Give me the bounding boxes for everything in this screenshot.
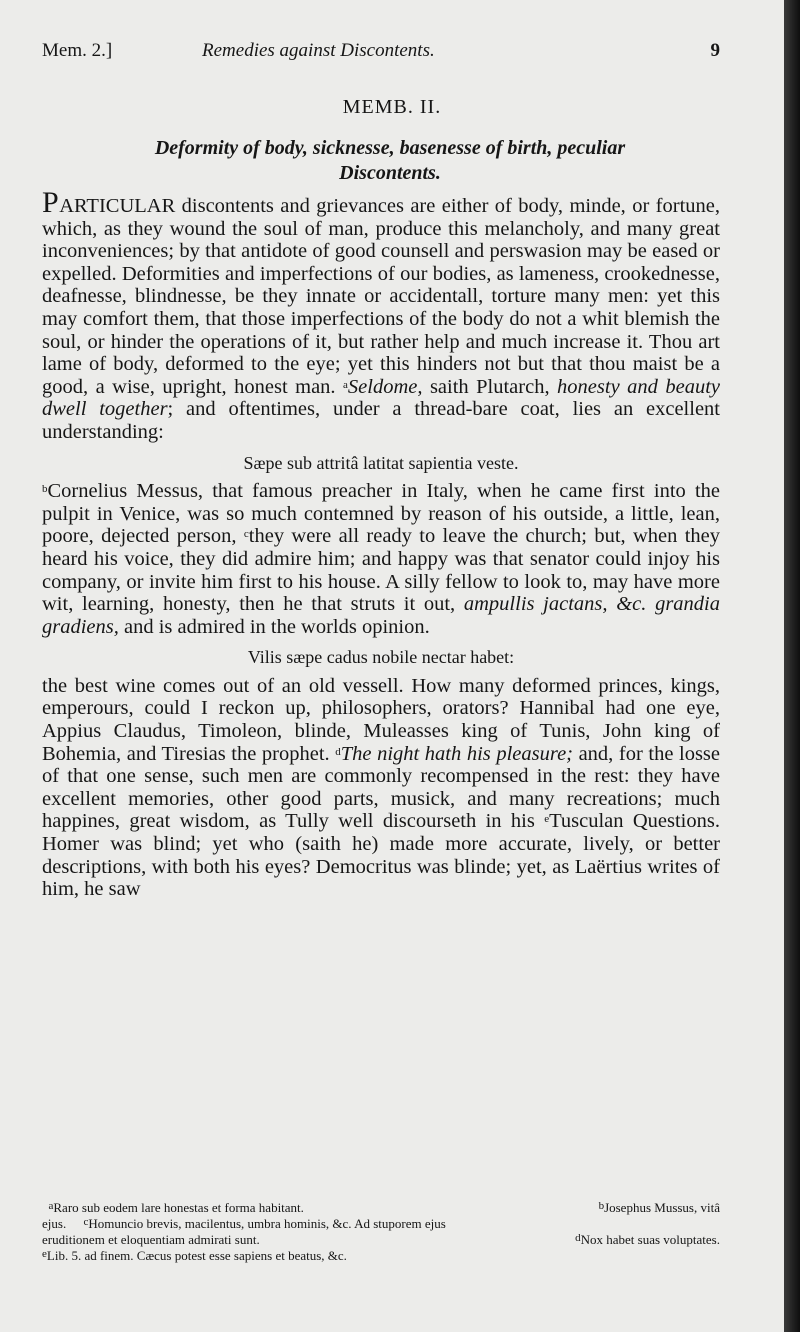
para1-text-1: ARTICULAR discontents and grievances are either of body, minde, or fortune, which, as they wound the soul of man, produce this melancholy, and many great inconveniences; by that antidote of good counsell and perswasion may be eased or expelled. Deformities and imperfections of our bodies, as lameness, crookednesse, deafnesse, blindnesse, be they innate or accidentall, torture many men: yet this may comfort them, that those imperfections of the body do not a whit blemish the soul, or hinder the operations of it, but rather help and much increase it. Thou art lame of body, deformed to the eye; yet this hinders not but that thou maist be a good, a wise, upright, honest man.	[42, 195, 720, 398]
subtitle-line-2: Discontents.	[339, 162, 441, 184]
footnotes	[42, 1200, 720, 1264]
footnote-e-text: Lib. 5. ad finem. Cæcus potest esse sapiens et beatus, &c.	[46, 1248, 347, 1263]
section-subtitle	[60, 136, 720, 186]
footnote-b-continued: ejus.	[42, 1216, 67, 1231]
paragraph-3	[42, 675, 720, 901]
para3-italic-1: The night hath his pleasure;	[340, 742, 573, 765]
subtitle-line-1: Deformity of body, sicknesse, basenesse of birth, peculiar	[154, 137, 626, 159]
running-head	[42, 40, 732, 68]
para1-text-2: saith Plutarch,	[422, 375, 558, 398]
body-text	[42, 186, 721, 901]
paragraph-1	[42, 186, 720, 444]
verse-quotation-1: Sæpe sub attritâ latitat sapientia veste.	[243, 452, 519, 473]
footnote-e	[42, 1248, 347, 1263]
para1-italic-1: Seldome,	[347, 375, 423, 398]
footnote-c-continued: eruditionem et eloquentiam admirati sunt.	[42, 1232, 260, 1247]
section-title: MEMB. II.	[342, 96, 442, 118]
footnote-e-mark: e	[42, 1248, 47, 1260]
footnote-c-mark: c	[83, 1216, 89, 1228]
member-reference: Mem. 2.]	[42, 40, 113, 61]
para1-italic-2: honesty and beauty dwell together	[42, 375, 720, 421]
paragraph-2	[42, 480, 720, 638]
para2-text-1: Cornelius Messus, that famous preacher in Italy, when he came first into the pulpit in Venice, was so much contemned by reason of his outside, a little, lean, poore, dejected person,	[42, 480, 720, 548]
running-title: Remedies against Discontents.	[202, 40, 435, 61]
footnote-row-4	[42, 1248, 720, 1264]
footnote-c	[83, 1216, 445, 1231]
footnote-row-1	[42, 1200, 720, 1216]
drop-cap: P	[42, 186, 60, 219]
footnote-d-mark: d	[575, 1232, 581, 1244]
para3-text-2: and, for the losse of that one sense, such men are commonly recompensed in the rest: they have excellent memories, other good parts, musick, and many recreations; much happines, great wisdom, as Tully well discourseth in his	[42, 742, 720, 833]
para3-text-3: Tusculan Questions. Homer was blind; yet who (saith he) made more accurate, lively, or better descriptions, with both his eyes? Democritus was blinde; yet, as Laërtius writes of him, he saw	[42, 810, 720, 901]
footnote-ref-b[interactable]: b	[42, 483, 48, 496]
para2-text-3: and is admired in the worlds opinion.	[118, 615, 430, 638]
footnote-row-3	[42, 1232, 720, 1248]
para2-italic-1: ampullis jactans, &c. grandia gradiens,	[42, 593, 720, 638]
footnote-b	[599, 1200, 720, 1216]
footnote-d	[575, 1232, 720, 1248]
footnote-ref-e[interactable]: e	[544, 813, 550, 826]
verse-quotation-2: Vilis sæpe cadus nobile nectar habet:	[247, 647, 515, 668]
page-number: 9	[710, 40, 720, 61]
footnote-ref-d[interactable]: d	[335, 745, 341, 758]
footnote-a-mark: a	[48, 1200, 54, 1212]
para3-text-1: the best wine comes out of an old vessell. How many deformed princes, kings, emperours, could I reckon up, philosophers, orators? Hannibal had one eye, Appius Claudus, Timoleon, blinde, Muleasses king of Tunis, John king of Bohemia, and Tiresias the prophet.	[42, 674, 720, 765]
footnote-ref-a[interactable]: a	[343, 378, 348, 391]
footnote-d-text: Nox habet suas voluptates.	[580, 1232, 720, 1247]
footnote-ref-c[interactable]: c	[243, 528, 249, 541]
para1-text-3: ; and oftentimes, under a thread-bare coat, lies an excellent understanding:	[42, 398, 720, 443]
footnote-a	[42, 1200, 304, 1215]
footnote-row-2	[42, 1216, 720, 1232]
footnote-b-text: Josephus Mussus, vitâ	[604, 1200, 720, 1215]
footnote-b-mark: b	[598, 1200, 605, 1212]
page-edge-shadow	[784, 0, 800, 1332]
footnote-c-text: Homuncio brevis, macilentus, umbra hominis, &c. Ad stuporem ejus	[88, 1216, 446, 1231]
footnote-a-text: Raro sub eodem lare honestas et forma habitant.	[53, 1200, 304, 1215]
para2-text-2: they were all ready to leave the church; but, when they heard his voice, they did admire him; and happy was that senator could injoy his company, or invite him first to his house. A silly fellow to look to, may have more wit, learning, honesty, then he that struts it out,	[42, 525, 721, 616]
